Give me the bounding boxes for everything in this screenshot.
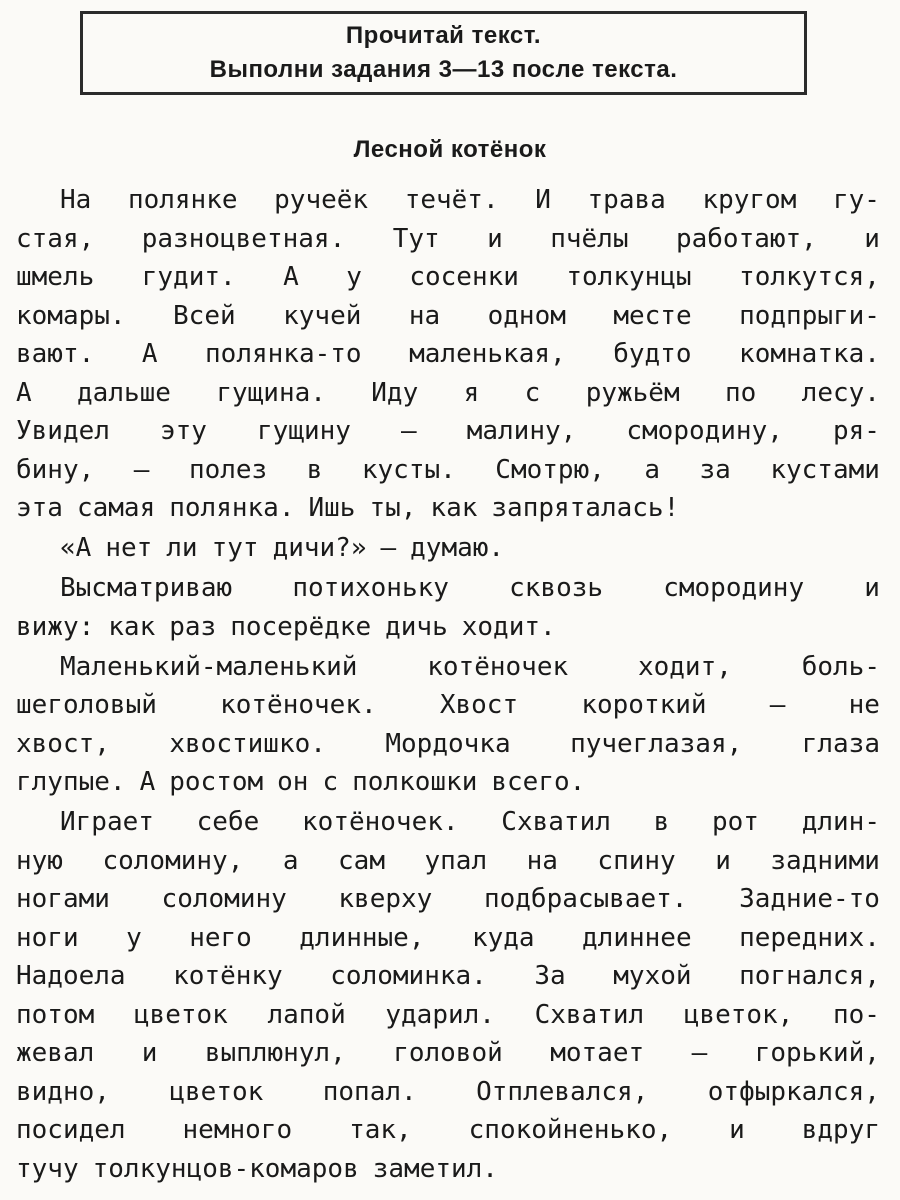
word: потихоньку (292, 573, 449, 603)
word: в (306, 454, 323, 485)
word: отфыркался, (707, 1076, 880, 1107)
word: горький, (754, 1038, 880, 1068)
word: — (769, 690, 786, 720)
word: Всей (173, 300, 236, 331)
word: гущину (257, 416, 351, 446)
word: ли (166, 533, 198, 563)
paragraph (16, 181, 880, 528)
word: Ишь (308, 493, 356, 523)
word: немного (182, 1115, 293, 1145)
word: запряталась! (491, 493, 680, 523)
instruction-box (80, 11, 807, 95)
word: Иду (371, 377, 419, 408)
word: цветок (169, 1076, 264, 1107)
word: вдруг (801, 1115, 880, 1145)
text-line (16, 220, 880, 259)
word: комнатка. (739, 339, 880, 369)
word: стая, (16, 223, 95, 254)
word: котёночек. (220, 690, 377, 720)
word: трава (587, 185, 666, 215)
word: ручеёк (274, 185, 369, 215)
word: комары. (16, 300, 126, 331)
word: жевал (16, 1038, 95, 1068)
word: дальше (77, 377, 171, 408)
word: думаю. (410, 533, 505, 563)
word: самая (76, 493, 156, 523)
word: сосенки (409, 262, 519, 292)
word: одном (487, 300, 566, 331)
word: передних. (739, 922, 880, 953)
instruction-line-1: Прочитай текст. (345, 22, 542, 49)
word: головой (393, 1038, 503, 1068)
word: за (699, 454, 731, 485)
word: хвост, (16, 728, 110, 759)
word: толкутся, (739, 262, 880, 292)
word: подпрыги- (739, 300, 880, 331)
word: — (380, 533, 397, 563)
word: он (277, 767, 309, 797)
word: потом (16, 999, 95, 1030)
text-line (16, 529, 880, 568)
word: малину, (466, 416, 577, 446)
word: Схватил (501, 807, 611, 837)
word: посидел (16, 1115, 126, 1145)
word: шмель (16, 262, 95, 292)
text-line (16, 996, 880, 1035)
text-line (16, 725, 880, 764)
word: эту (159, 416, 207, 446)
word: ную (16, 845, 63, 876)
word: и (864, 573, 880, 603)
word: дичи?» (272, 533, 367, 563)
word: Играет (60, 807, 154, 837)
word: соломину, (102, 845, 244, 876)
word: гущина. (216, 377, 326, 408)
word: кусты. (361, 454, 456, 485)
word: всего. (491, 767, 586, 797)
word: на (526, 845, 558, 876)
word: гу- (832, 185, 880, 215)
word: мухой (613, 961, 692, 991)
text-line (16, 258, 880, 297)
word: маленькая, (409, 339, 566, 369)
word: тучу (16, 1153, 79, 1184)
word: спокойненько, (468, 1115, 673, 1145)
word: Хвост (439, 690, 519, 720)
word: задними (770, 845, 880, 876)
word: ногами (16, 884, 110, 914)
word: упал (424, 845, 488, 876)
word: тут (211, 533, 259, 563)
word: Смотрю, (495, 454, 605, 485)
word: кучей (283, 300, 362, 331)
word: ростом (169, 767, 264, 797)
word: по- (832, 999, 880, 1030)
text-line (16, 297, 880, 336)
word: соломинка. (330, 961, 487, 991)
word: вижу: (16, 611, 95, 642)
word: вают. (16, 339, 95, 369)
word: на (408, 300, 441, 331)
word: смородину, (626, 416, 783, 446)
text-line (16, 686, 880, 725)
word: ря- (832, 416, 880, 446)
word: А (283, 262, 299, 292)
word: и (141, 1038, 158, 1068)
word: глаза (801, 728, 880, 759)
word: толкунцы (566, 262, 692, 292)
word: соломину (161, 884, 287, 914)
word: ходит, (637, 651, 732, 682)
word: котёночек (427, 651, 569, 682)
word: нет (105, 533, 153, 563)
word: «А (60, 533, 92, 563)
word: ударил. (385, 999, 495, 1030)
word: длиннее (582, 922, 692, 953)
instruction-line-2: Выполни задания 3—13 после текста. (209, 56, 678, 83)
paragraph (16, 648, 880, 802)
word: подбрасывает. (483, 884, 688, 914)
word: полянка. (169, 493, 295, 523)
word: я (463, 377, 480, 408)
word: шеголовый (16, 690, 157, 720)
word: — (691, 1038, 708, 1068)
text-line (16, 957, 880, 996)
word: рот (712, 807, 759, 837)
text-line (16, 1150, 880, 1189)
word: И (535, 185, 551, 215)
word: заметил. (372, 1153, 498, 1184)
paragraph (16, 529, 880, 568)
word: бину, (16, 454, 95, 485)
word: глупые. (16, 767, 126, 797)
word: кругом (702, 185, 797, 215)
word: не (848, 690, 880, 720)
word: и (487, 223, 503, 254)
text-line (16, 374, 880, 413)
word: Маленький-маленький (60, 651, 358, 682)
text-line (16, 181, 880, 220)
word: кустами (770, 454, 880, 485)
word: месте (613, 300, 692, 331)
word: боль- (801, 651, 880, 682)
word: длинные, (299, 922, 425, 953)
text-line (16, 1111, 880, 1150)
word: у (126, 922, 142, 953)
story-text (16, 181, 880, 1188)
word: — (133, 454, 150, 485)
word: погнался, (739, 961, 880, 991)
text-line (16, 451, 880, 490)
text-line (16, 1073, 880, 1112)
word: спину (597, 845, 676, 876)
word: короткий (581, 690, 707, 720)
word: кверху (338, 884, 433, 914)
text-line (16, 919, 880, 958)
word: пучеглазая, (570, 728, 743, 759)
word: так, (349, 1115, 412, 1145)
word: Отплевался, (476, 1076, 649, 1107)
word: толкунцов-комаров (92, 1153, 359, 1184)
word: раз (169, 611, 217, 642)
word: сквозь (509, 573, 604, 603)
word: котёночек. (302, 807, 459, 837)
word: у (346, 262, 362, 292)
word: Высматриваю (60, 573, 233, 603)
word: а (282, 845, 299, 876)
word: будто (613, 339, 692, 369)
word: За (534, 961, 566, 991)
word: длин- (801, 807, 880, 837)
word: полянка-то (205, 339, 362, 369)
word: полянке (127, 185, 238, 215)
word: течёт. (404, 185, 499, 215)
word: и (729, 1115, 745, 1145)
paragraph (16, 803, 880, 1188)
word: На (60, 185, 92, 215)
word: Надоела (16, 961, 126, 991)
text-line (16, 569, 880, 608)
word: ты, (369, 493, 417, 523)
word: него (189, 922, 252, 953)
word: цветок, (683, 999, 794, 1030)
word: пчёлы (550, 223, 629, 254)
text-line (16, 803, 880, 842)
word: лапой (267, 999, 346, 1030)
word: — (401, 416, 417, 446)
word: по (724, 377, 757, 408)
word: как (108, 611, 156, 642)
text-line (16, 648, 880, 687)
word: А (16, 377, 32, 408)
word: Задние-то (739, 884, 880, 914)
word: дичь (385, 611, 448, 642)
word: в (653, 807, 670, 837)
word: мотает (550, 1038, 645, 1068)
text-line (16, 608, 880, 647)
text-line (16, 1034, 880, 1073)
word: хвостишко. (169, 728, 326, 759)
word: А (141, 339, 158, 369)
text-line (16, 489, 880, 528)
word: цветок (133, 999, 228, 1030)
word: себе (196, 807, 260, 837)
text-line (16, 412, 880, 451)
word: Увидел (16, 416, 110, 446)
word: Мордочка (385, 728, 511, 759)
word: сам (338, 845, 385, 876)
word: попал. (322, 1076, 417, 1107)
word: лесу. (801, 377, 880, 408)
word: Тут (392, 223, 440, 254)
word: с (524, 377, 541, 408)
word: ходит. (461, 611, 556, 642)
word: полез (188, 454, 268, 485)
text-line (16, 880, 880, 919)
word: котёнку (173, 961, 283, 991)
word: видно, (16, 1076, 110, 1107)
word: эта (16, 493, 63, 523)
word: выплюнул, (204, 1038, 346, 1068)
word: и (864, 223, 880, 254)
word: смородину (663, 573, 805, 603)
paragraph (16, 569, 880, 646)
word: куда (471, 922, 535, 953)
word: Схватил (534, 999, 645, 1030)
word: посерёдке (230, 611, 372, 642)
word: и (715, 845, 731, 876)
story-title: Лесной котёнок (353, 136, 547, 163)
text-line (16, 842, 880, 881)
word: полкошки (352, 767, 478, 797)
word: разноцветная. (141, 223, 346, 254)
word: гудит. (141, 262, 236, 292)
word: ноги (16, 922, 79, 953)
word: с (322, 767, 339, 797)
word: А (139, 767, 156, 797)
word: а (644, 454, 661, 485)
text-line (16, 335, 880, 374)
text-line (16, 763, 880, 802)
word: работают, (675, 223, 817, 254)
word: как (430, 493, 478, 523)
word: ружьём (585, 377, 680, 408)
